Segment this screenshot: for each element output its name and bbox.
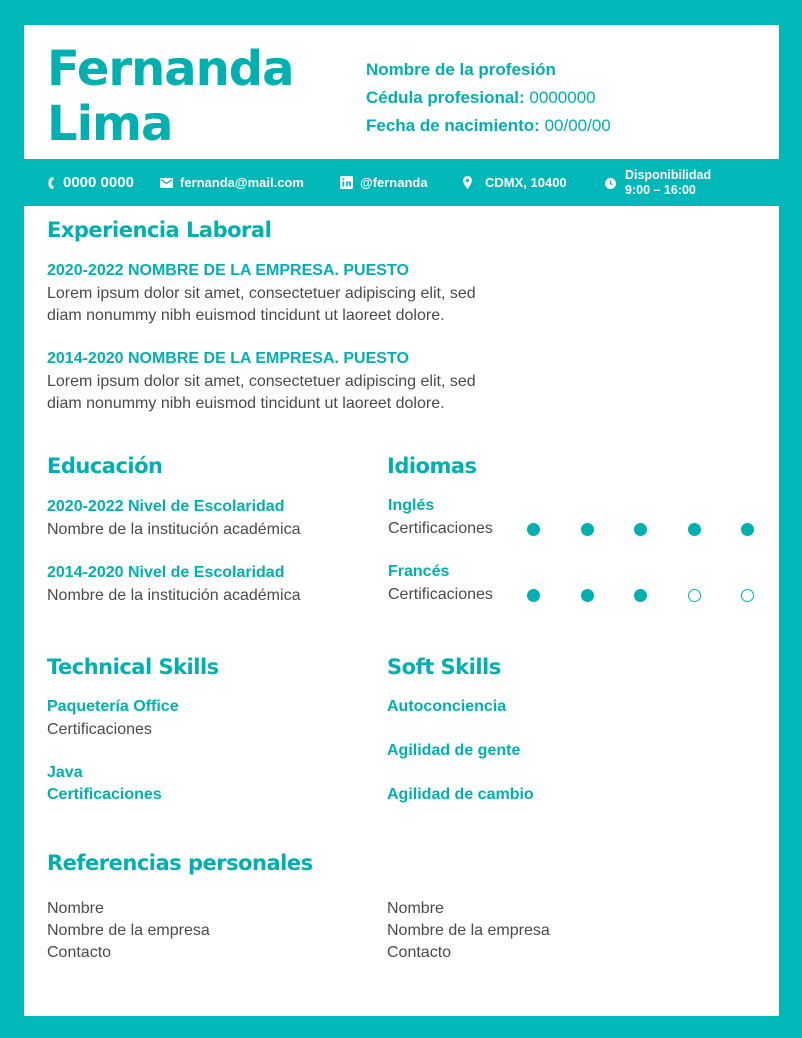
level-dot-filled [688, 523, 701, 536]
reference-2-name: Nombre [387, 900, 444, 917]
language-item-1-detail: Certificaciones [388, 520, 493, 537]
first-name: Fernanda [47, 41, 294, 97]
level-dot-filled [581, 523, 594, 536]
technical-skills-title: Technical Skills [47, 655, 219, 679]
phone-icon [47, 176, 56, 190]
experience-item-1-description [47, 283, 476, 327]
language-item-1-name: Inglés [388, 497, 435, 514]
contact-location [463, 175, 567, 190]
reference-1-company: Nombre de la empresa [47, 922, 210, 939]
education-item-2-heading: 2014-2020 Nivel de Escolaridad [47, 564, 285, 581]
experience-item-2-description [47, 371, 476, 415]
contact-availability [605, 168, 711, 198]
experience-item-1-heading: 2020-2022 NOMBRE DE LA EMPRESA. PUESTO [47, 262, 409, 279]
experience-item-2-line-2: diam nonummy nibh euismod tincidunt ut laoreet dolore. [47, 395, 445, 412]
level-dot-empty [741, 589, 754, 602]
contact-linkedin [340, 175, 428, 190]
availability-label: Disponibilidad [625, 168, 712, 182]
education-item-2-institution: Nombre de la institución académica [47, 587, 301, 604]
experience-item-2-line-1: Lorem ipsum dolor sit amet, consectetuer adipiscing elit, sed [47, 373, 476, 390]
birth-value: 00/00/00 [544, 116, 611, 135]
body-panel [24, 206, 779, 1016]
language-item-2-detail: Certificaciones [388, 586, 493, 603]
language-item-2-name: Francés [388, 563, 450, 580]
education-item-1-institution: Nombre de la institución académica [47, 521, 301, 538]
email-text: fernanda@mail.com [180, 175, 304, 190]
location-text: CDMX, 10400 [485, 175, 567, 190]
level-dot-filled [527, 589, 540, 602]
languages-title: Idiomas [387, 454, 477, 478]
license-label: Cédula profesional: [366, 88, 525, 107]
education-item-1-heading: 2020-2022 Nivel de Escolaridad [47, 498, 285, 515]
license-value: 0000000 [529, 88, 596, 107]
level-dot-filled [741, 523, 754, 536]
soft-skill-2: Agilidad de gente [387, 742, 521, 759]
level-dot-filled [527, 523, 540, 536]
technical-skill-1-name: Paquetería Office [47, 698, 179, 715]
reference-2 [387, 898, 550, 964]
clock-icon [605, 178, 616, 189]
reference-1-name: Nombre [47, 900, 104, 917]
level-dot-filled [634, 589, 647, 602]
birth-row [366, 112, 611, 140]
technical-skill-2-name: Java [47, 764, 83, 781]
experience-item-1-line-2: diam nonummy nibh euismod tincidunt ut laoreet dolore. [47, 307, 445, 324]
contact-phone [47, 174, 134, 191]
location-pin-icon [463, 176, 472, 189]
contact-bar [24, 160, 779, 205]
candidate-name [47, 42, 294, 152]
soft-skills-title: Soft Skills [387, 655, 501, 679]
availability-hours: 9:00 – 16:00 [625, 183, 696, 197]
level-dot-empty [688, 589, 701, 602]
license-row [366, 84, 611, 112]
birth-label: Fecha de nacimiento: [366, 116, 540, 135]
experience-item-2-heading: 2014-2020 NOMBRE DE LA EMPRESA. PUESTO [47, 350, 409, 367]
soft-skill-1: Autoconciencia [387, 698, 507, 715]
technical-skill-2-detail: Certificaciones [47, 786, 162, 803]
reference-2-contact: Contacto [387, 944, 452, 961]
linkedin-icon [340, 176, 353, 189]
language-item-1-level [527, 523, 795, 536]
linkedin-text: @fernanda [360, 175, 428, 190]
language-item-2-level [527, 589, 795, 602]
reference-1 [47, 898, 210, 964]
last-name: Lima [47, 96, 173, 152]
experience-title: Experiencia Laboral [47, 218, 272, 242]
reference-2-company: Nombre de la empresa [387, 922, 550, 939]
soft-skill-3: Agilidad de cambio [387, 786, 534, 803]
header-info [366, 56, 611, 140]
education-title: Educación [47, 454, 163, 478]
profession: Nombre de la profesión [366, 60, 556, 79]
technical-skill-1-detail: Certificaciones [47, 721, 152, 738]
experience-item-1-line-1: Lorem ipsum dolor sit amet, consectetuer adipiscing elit, sed [47, 285, 476, 302]
availability-text [625, 168, 711, 198]
mail-icon [160, 178, 173, 188]
phone-text: 0000 0000 [63, 174, 134, 191]
reference-1-contact: Contacto [47, 944, 112, 961]
references-title: Referencias personales [47, 851, 313, 875]
contact-email [160, 175, 304, 190]
level-dot-filled [634, 523, 647, 536]
level-dot-filled [581, 589, 594, 602]
